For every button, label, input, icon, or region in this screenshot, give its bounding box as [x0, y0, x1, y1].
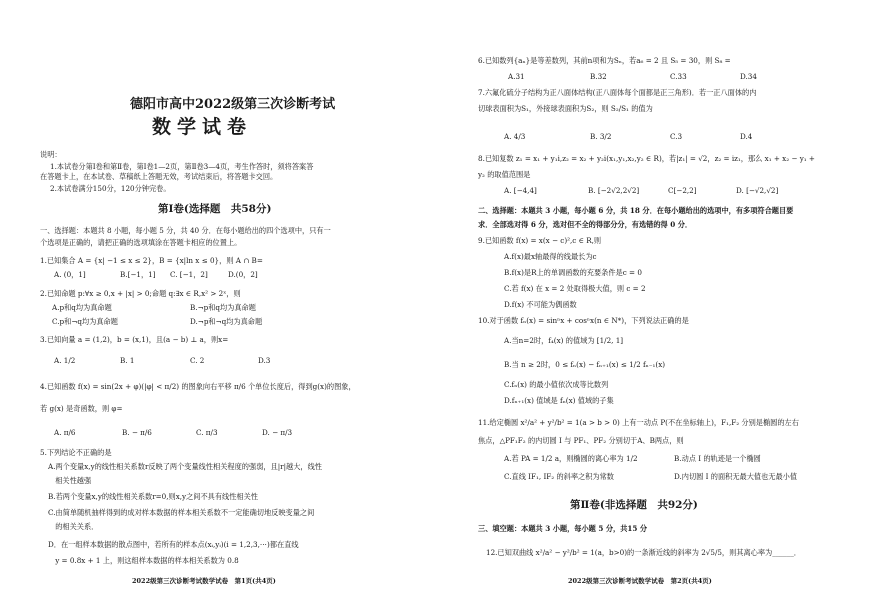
q10-option-d: D.fₙ₊₁(x) 值域是 fₙ(x) 值域的子集 — [504, 396, 614, 405]
q5-item: y = 0.8x + 1 上，则这组样本数据的样本相关系数为 0.8 — [48, 556, 239, 565]
note-line: 1.本试卷分第Ⅰ卷和第Ⅱ卷，第Ⅰ卷1—2页，第Ⅱ卷3—4页，考生作答时，须将答案答 — [50, 162, 314, 171]
q10-option-b: B.当 n ≥ 2时，0 ≤ fₙ(x) − fₙ₊₁(x) ≤ 1/2 fₙ₋₁(x) — [504, 360, 666, 369]
q9-option-b: B.f(x)是R上的单调函数的充要条件是c = 0 — [504, 268, 642, 277]
question-5: 5.下列结论不正确的是 — [40, 448, 112, 457]
section3-intro: 三、填空题：本题共 3 小题，每小题 5 分，共15 分 — [478, 524, 648, 533]
q3-option-b: B. 1 — [120, 356, 135, 365]
q5-item: 相关性越强 — [48, 476, 92, 485]
q9-option-d: D.f(x) 不可能为偶函数 — [504, 300, 577, 309]
q1-option-b: B.[−1，1] — [120, 270, 156, 279]
q1-option-c: C. [−1，2] — [170, 270, 208, 279]
question-4-cont: 若 g(x) 是奇函数，则 φ= — [40, 404, 123, 413]
q8-option-b: B. [−2√2,2√2] — [588, 186, 640, 195]
question-2: 2.已知命题 p:∀x ≥ 0,x + |x| > 0;命题 q:∃x ∈ R,x² > 2ˣ，则 — [40, 289, 241, 298]
section2-intro: 求．全部选对得 6 分，选对但不全的得部分分，有选错的得 0 分． — [478, 220, 693, 229]
q11-option-b: B.动点 I 的轨迹是一个椭圆 — [674, 454, 761, 463]
q6-option-b: B.32 — [590, 72, 607, 81]
page-footer-right: 2022级第三次诊断考试数学试卷 第2页(共4页) — [568, 577, 712, 585]
q2-option-c: C.p和¬q均为真命题 — [52, 317, 118, 326]
q2-option-d: D.¬p和¬q均为真命题 — [190, 317, 263, 326]
q1-option-a: A. (0，1] — [54, 270, 86, 279]
q8-option-c: C[−2,2] — [668, 186, 697, 195]
section1-intro: 个选项是正确的，请把正确的选项填涂在答题卡相应的位置上。 — [40, 238, 242, 247]
note-line: 2.本试卷满分150分，120分钟完卷。 — [50, 184, 171, 193]
right-column — [478, 0, 830, 615]
question-7: 7.六氟化硫分子结构为正八面体结构(正八面体每个面都是正三角形)．若一正八面体的内 — [478, 88, 757, 97]
q2-option-b: B.¬p和q均为真命题 — [190, 303, 256, 312]
q9-option-c: C.若 f(x) 在 x = 2 处取得极大值，则 c = 2 — [504, 284, 646, 293]
note-line: 在答题卡上，在本试卷、草稿纸上答题无效，考试结束后，将答题卡交回。 — [40, 172, 278, 181]
q2-option-a: A.p和q均为真命题 — [52, 303, 112, 312]
section2-intro: 二、选择题：本题共 3 小题，每小题 6 分，共 18 分．在每小题给出的选项中，有多项符合题目要 — [478, 206, 794, 215]
subject-title: 数学试卷 — [152, 116, 253, 138]
q6-option-d: D.34 — [740, 72, 757, 81]
question-6: 6.已知数列{aₙ}是等差数列，其前n项和为Sₙ，若a₆ = 2 且 S₅ = 30，则 S₈ = — [478, 56, 731, 65]
notes-label: 说明： — [40, 150, 62, 159]
page-footer-left: 2022级第三次诊断考试数学试卷 第1页(共4页) — [132, 577, 276, 585]
part2-heading: 第Ⅱ卷(非选择题 共92分) — [570, 499, 698, 511]
q6-option-c: C.33 — [670, 72, 687, 81]
question-9: 9.已知函数 f(x) = x(x − c)²,c ∈ R,则 — [478, 236, 602, 245]
question-11: 11.给定椭圆 x²/a² + y²/b² = 1(a > b > 0) 上有一动点 P(不在坐标轴上)，F₁,F₂ 分别是椭圆的左右 — [478, 418, 799, 427]
q6-option-a: A.31 — [508, 72, 525, 81]
q4-option-c: C. π/3 — [196, 428, 218, 437]
q4-option-d: D. − π/3 — [262, 428, 293, 437]
left-column — [40, 0, 438, 615]
q3-option-c: C. 2 — [190, 356, 205, 365]
question-4: 4.已知函数 f(x) = sin(2x + φ)(|φ| < π/2) 的图象向右平移 π/6 个单位长度后，得到g(x)的图象， — [40, 382, 356, 391]
question-1: 1.已知集合 A = {x| −1 ≤ x ≤ 2}，B = {x|ln x ≤ 0}，则 A ∩ B= — [40, 256, 263, 265]
q4-option-a: A. π/6 — [54, 428, 76, 437]
exam-title: 德阳市高中2022级第三次诊断考试 — [130, 97, 336, 112]
question-7-cont: 切球表面积为S₁，外接球表面积为S₂，则 S₂/S₁ 的值为 — [478, 104, 653, 113]
question-11-cont: 焦点，△PF₁F₂ 的内切圆 I 与 PF₁、PF₂ 分别切于A、B两点，则 — [478, 436, 684, 445]
q5-item: C.由简单随机抽样得到的成对样本数据的样本相关系数不一定能确切地反映变量之间 — [48, 508, 315, 517]
q11-option-a: A.若 PA = 1/2 a，则椭圆的离心率为 1/2 — [504, 454, 638, 463]
question-12: 12.已知双曲线 x²/a² − y²/b² = 1(a，b>0)的一条渐近线的斜率为 2√5/5，则其离心率为______． — [486, 548, 801, 557]
q5-item: D．在一组样本数据的散点图中，若所有的样本点(xᵢ,yᵢ)(i = 1,2,3,⋯)都在直线 — [48, 540, 299, 549]
q5-item: B.若两个变量x,y的线性相关系数r=0,则x,y之间不具有线性相关性 — [48, 492, 258, 501]
q9-option-a: A.f(x)最x轴最得的线最长为c — [504, 252, 597, 261]
section1-intro: 一、选择题：本题共 8 小题，每小题 5 分，共 40 分．在每小题给出的四个选项中，只有一 — [40, 226, 331, 235]
question-8: 8.已知复数 z₁ = x₁ + y₁i,z₂ = x₂ + y₂i(x₁,y₁,x₂,y₂ ∈ R)，若|z₁| = √2，z₂ = iz₁，那么 x₁ + x₂ − y₁ + — [478, 154, 815, 163]
q11-option-d: D.内切圆 I 的面积无最大值也无最小值 — [674, 472, 798, 481]
q3-option-a: A. 1/2 — [54, 356, 76, 365]
q7-option-a: A. 4/3 — [504, 132, 526, 141]
question-10: 10.对于函数 fₙ(x) = sinⁿx + cosⁿx(n ∈ N*)，下列说法正确的是 — [478, 316, 689, 325]
q8-option-a: A. [−4,4] — [504, 186, 537, 195]
q8-option-d: D. [−√2,√2] — [736, 186, 779, 195]
q1-option-d: D.(0，2] — [228, 270, 258, 279]
q4-option-b: B. − π/6 — [122, 428, 152, 437]
q10-option-a: A.当n=2时，f₄(x) 的值域为 [1/2, 1] — [504, 336, 624, 345]
q5-item: A.两个变量x,y的线性相关系数r反映了两个变量线性相关程度的强弱，且|r|越大，线性 — [48, 462, 322, 471]
q7-option-c: C.3 — [670, 132, 683, 141]
q7-option-d: D.4 — [740, 132, 753, 141]
q7-option-b: B. 3/2 — [590, 132, 612, 141]
q3-option-d: D.3 — [258, 356, 271, 365]
q5-item: 的相关关系． — [48, 522, 99, 531]
q11-option-c: C.直线 IF₁, IF₂ 的斜率之积为常数 — [504, 472, 614, 481]
question-8-cont: y₂ 的取值范围是 — [478, 170, 531, 179]
q10-option-c: C.fₙ(x) 的最小值依次成等比数列 — [504, 380, 609, 389]
part1-heading: 第Ⅰ卷(选择题 共58分) — [158, 203, 272, 215]
question-3: 3.已知向量 a = (1,2)，b = (x,1)，且(a − b) ⊥ a，则x= — [40, 335, 229, 344]
